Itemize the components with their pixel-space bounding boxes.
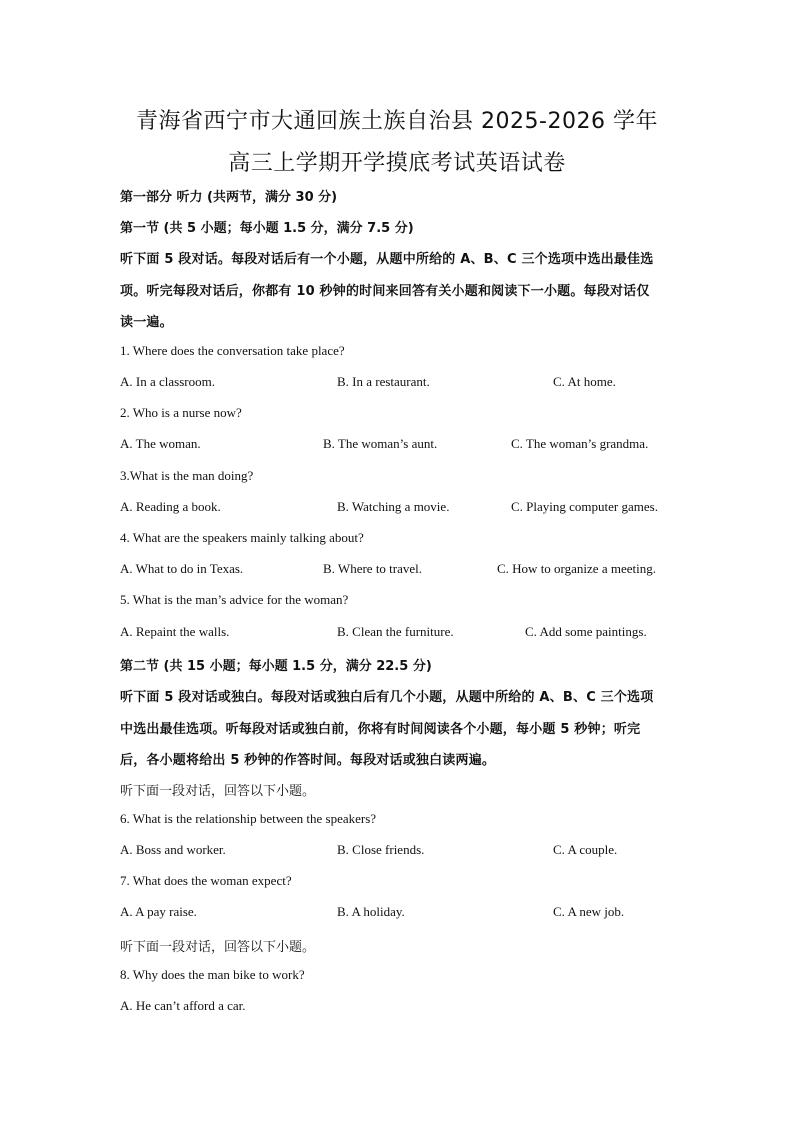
question-5-option-c: C. Add some paintings. bbox=[525, 624, 647, 639]
section1-heading: 第一节 (共 5 小题；每小题 1.5 分，满分 7.5 分) bbox=[120, 221, 414, 236]
section1-instruction-line: 读一遍。 bbox=[120, 315, 173, 330]
question-2-option-a: A. The woman. bbox=[120, 436, 201, 451]
question-3-option-c: C. Playing computer games. bbox=[511, 499, 658, 514]
question-2-option-b: B. The woman’s aunt. bbox=[323, 436, 438, 451]
question-7-option-b: B. A holiday. bbox=[337, 904, 405, 919]
section2-instruction-line: 中选出最佳选项。听每段对话或独白前，你将有时间阅读各个小题，每小题 5 秒钟；听完 bbox=[120, 722, 641, 737]
dialogue-prompt: 听下面一段对话，回答以下小题。 bbox=[120, 784, 316, 799]
question-1-option-a: A. In a classroom. bbox=[120, 374, 215, 389]
question-3-option-a: A. Reading a book. bbox=[120, 499, 221, 514]
question-3: 3.What is the man doing? bbox=[120, 468, 254, 483]
dialogue-prompt: 听下面一段对话，回答以下小题。 bbox=[120, 940, 316, 955]
question-6-option-b: B. Close friends. bbox=[337, 842, 425, 857]
question-4-option-c: C. How to organize a meeting. bbox=[497, 561, 656, 576]
question-4: 4. What are the speakers mainly talking about? bbox=[120, 530, 364, 545]
question-2: 2. Who is a nurse now? bbox=[120, 405, 242, 420]
section1-instruction-line: 听下面 5 段对话。每段对话后有一个小题，从题中所给的 A、B、C 三个选项中选出最佳选 bbox=[120, 252, 654, 267]
exam-title-line1: 青海省西宁市大通回族土族自治县 2025-2026 学年 bbox=[136, 109, 658, 134]
exam-title-line2: 高三上学期开学摸底考试英语试卷 bbox=[228, 151, 566, 176]
part1-heading: 第一部分 听力 (共两节，满分 30 分) bbox=[120, 190, 338, 205]
question-8: 8. Why does the man bike to work? bbox=[120, 967, 305, 982]
question-6-option-c: C. A couple. bbox=[553, 842, 618, 857]
question-1-option-c: C. At home. bbox=[553, 374, 616, 389]
question-5-option-b: B. Clean the furniture. bbox=[337, 624, 454, 639]
question-7-option-a: A. A pay raise. bbox=[120, 904, 197, 919]
question-7: 7. What does the woman expect? bbox=[120, 873, 292, 888]
section2-instruction-line: 后，各小题将给出 5 秒钟的作答时间。每段对话或独白读两遍。 bbox=[120, 753, 496, 768]
question-6: 6. What is the relationship between the speakers? bbox=[120, 811, 377, 826]
question-1-option-b: B. In a restaurant. bbox=[337, 374, 430, 389]
question-1: 1. Where does the conversation take place? bbox=[120, 343, 345, 358]
question-8-option-a: A. He can’t afford a car. bbox=[120, 998, 246, 1013]
section2-instruction-line: 听下面 5 段对话或独白。每段对话或独白后有几个小题，从题中所给的 A、B、C 三个选项 bbox=[120, 690, 654, 705]
question-2-option-c: C. The woman’s grandma. bbox=[511, 436, 649, 451]
question-7-option-c: C. A new job. bbox=[553, 904, 625, 919]
section2-heading: 第二节 (共 15 小题；每小题 1.5 分，满分 22.5 分) bbox=[120, 659, 432, 674]
question-3-option-b: B. Watching a movie. bbox=[337, 499, 450, 514]
question-4-option-b: B. Where to travel. bbox=[323, 561, 423, 576]
question-5: 5. What is the man’s advice for the woman? bbox=[120, 592, 349, 607]
question-6-option-a: A. Boss and worker. bbox=[120, 842, 226, 857]
section1-instruction-line: 项。听完每段对话后，你都有 10 秒钟的时间来回答有关小题和阅读下一小题。每段对话仅 bbox=[120, 284, 650, 299]
question-4-option-a: A. What to do in Texas. bbox=[120, 561, 244, 576]
question-5-option-a: A. Repaint the walls. bbox=[120, 624, 230, 639]
